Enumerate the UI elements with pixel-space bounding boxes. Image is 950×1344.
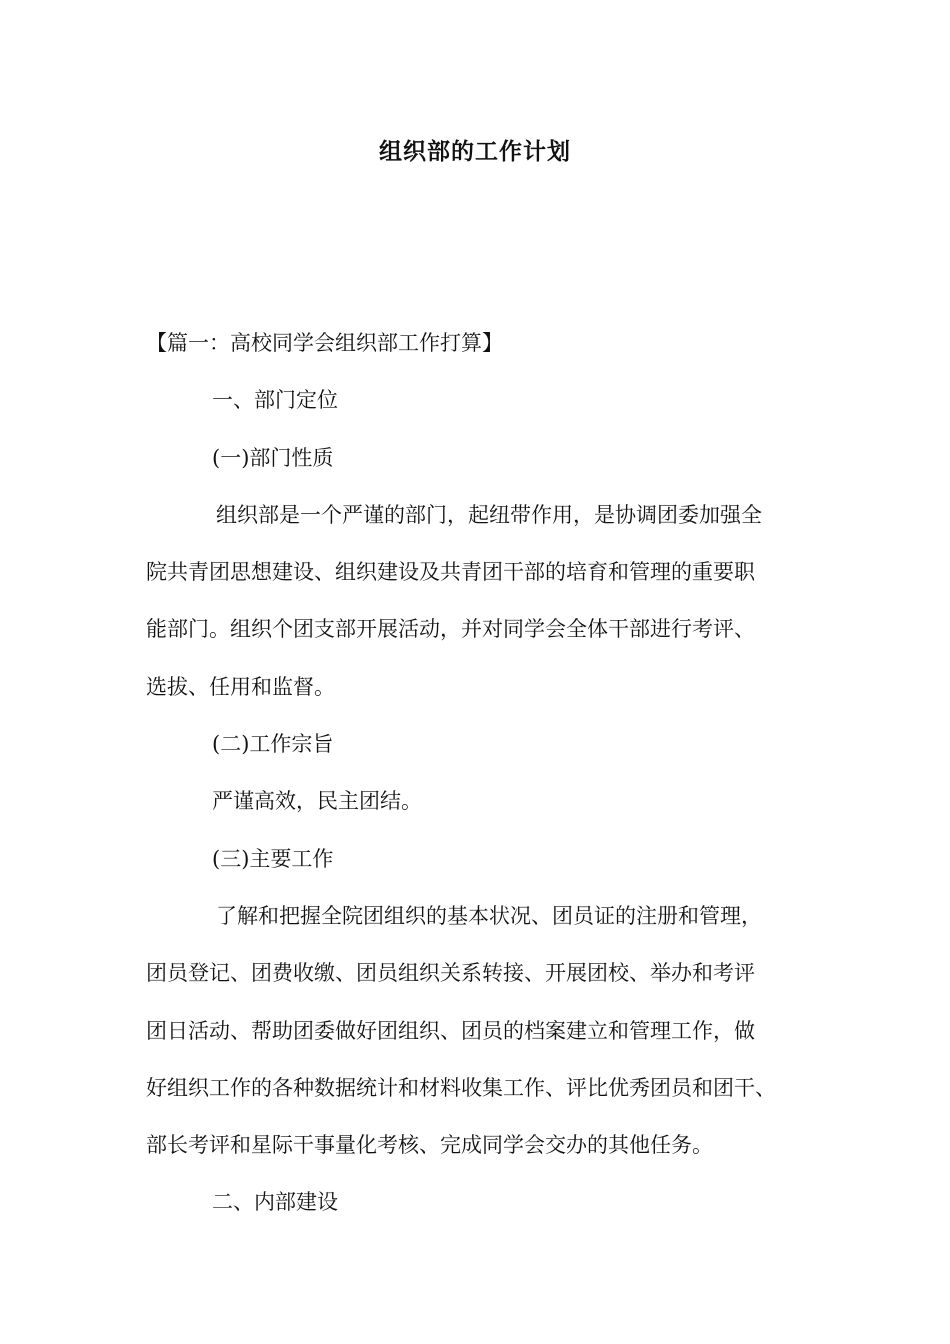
subsection-heading: 二、内部建设 (212, 1190, 338, 1215)
subsection-heading: (一)部门性质 (212, 445, 334, 470)
paragraph-line: 能部门。组织个团支部开展活动，并对同学会全体干部进行考评、 (146, 617, 755, 642)
subsection-heading: 一、部门定位 (212, 388, 338, 413)
paragraph-line: 团员登记、团费收缴、团员组织关系转接、开展团校、举办和考评 (146, 961, 755, 986)
paragraph-line: 部长考评和星际干事量化考核、完成同学会交办的其他任务。 (146, 1133, 713, 1158)
paragraph-line: 团日活动、帮助团委做好团组织、团员的档案建立和管理工作，做 (146, 1018, 755, 1043)
document-body (146, 315, 836, 1232)
section-heading: 【篇一：高校同学会组织部工作打算】 (146, 331, 503, 355)
paragraph-line: 选拔、任用和监督。 (146, 674, 335, 699)
paragraph-line: 好组织工作的各种数据统计和材料收集工作、评比优秀团员和团干、 (146, 1075, 776, 1100)
subsection-heading: (二)工作宗旨 (212, 732, 334, 757)
paragraph-line: 院共青团思想建设、组织建设及共青团干部的培育和管理的重要职 (146, 560, 755, 585)
paragraph-line: 了解和把握全院团组织的基本状况、团员证的注册和管理， (216, 903, 762, 928)
subsection-heading: (三)主要工作 (212, 846, 334, 871)
paragraph-line: 严谨高效，民主团结。 (212, 789, 422, 814)
document-title: 组织部的工作计划 (379, 139, 571, 165)
paragraph-line: 组织部是一个严谨的部门，起纽带作用，是协调团委加强全 (216, 502, 762, 527)
